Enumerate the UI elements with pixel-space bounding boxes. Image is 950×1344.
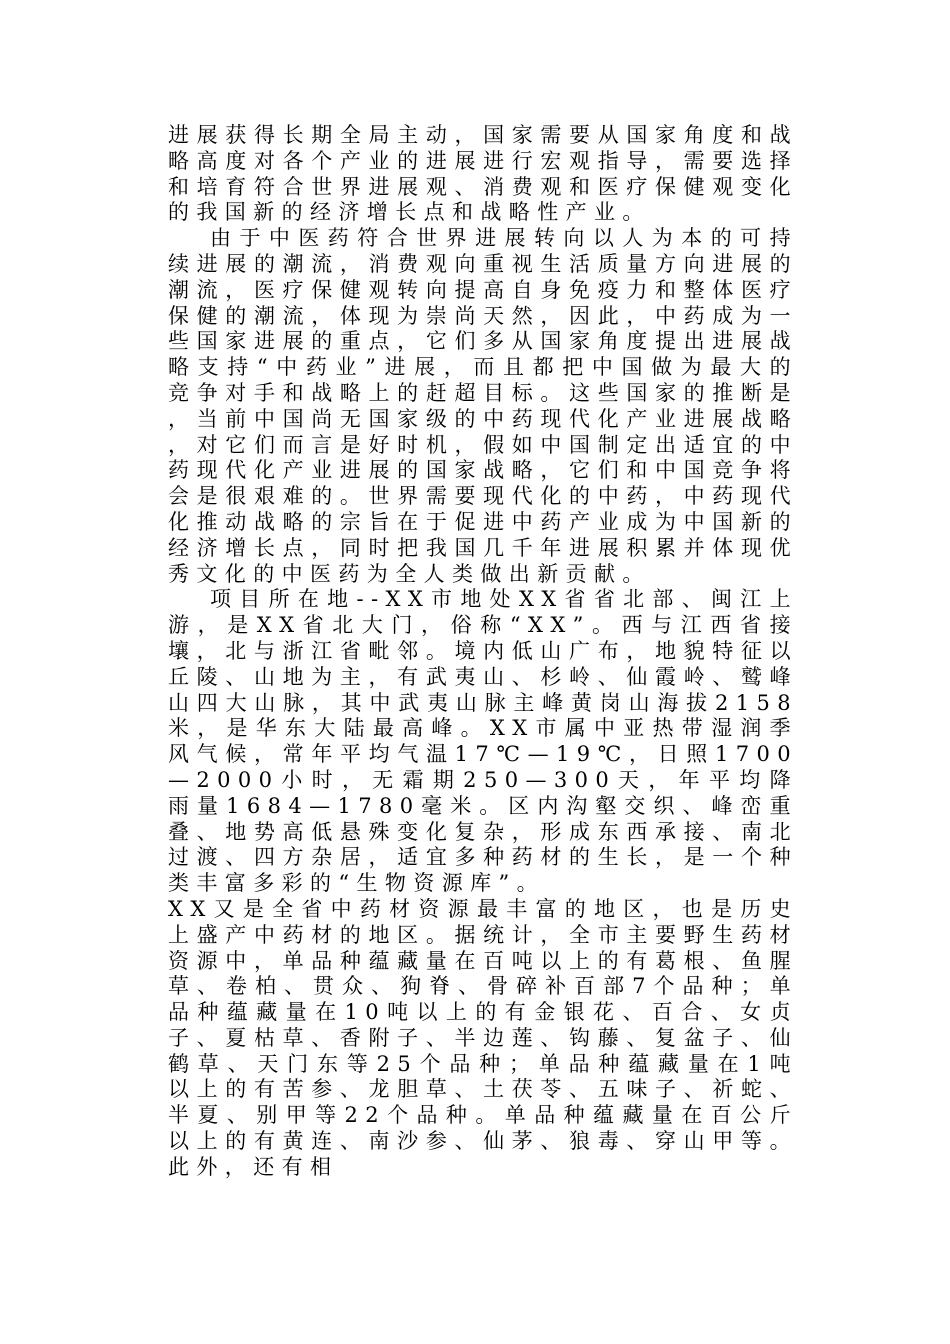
paragraph-4: XX又是全省中药材资源最丰富的地区，也是历史上盛产中药材的地区。据统计，全市主要野生药材资源中，单品种蕴藏量在百吨以上的有葛根、鱼腥草、卷柏、贯众、狗脊、骨碎补百部7个品种；单品种蕴藏量在10吨以上的有金银花、百合、女贞子、夏枯草、香附子、半边莲、钩藤、复盆子、仙鹤草、天门东等25个品种；单品种蕴藏量在1吨以上的有苦参、龙胆草、土茯苓、五味子、祈蛇、半夏、别甲等22个品种。单品种蕴藏量在百公斤以上的有黄连、南沙参、仙茅、狼毒、穿山甲等。此外，还有相 [168, 896, 798, 1179]
document-body [168, 123, 798, 1181]
paragraph-3: 项目所在地--XX市地处XX省省北部、闽江上游，是XX省北大门，俗称“XX”。西与江西省接壤，北与浙江省毗邻。境内低山广布，地貌特征以丘陵、山地为主，有武夷山、杉岭、仙霞岭、鹫峰山四大山脉，其中武夷山脉主峰黄岗山海拔2158米，是华东大陆最高峰。XX市属中亚热带湿润季风气候，常年平均气温17℃—19℃，日照1700—2000小时，无霜期250—300天，年平均降雨量1684—1780毫米。区内沟壑交织、峰峦重叠、地势高低悬殊变化复杂，形成东西承接、南北过渡、四方杂居，适宜多种药材的生长，是一个种类丰富多彩的“生物资源库”。 [168, 587, 798, 896]
paragraph-2: 由于中医药符合世界进展转向以人为本的可持续进展的潮流，消费观向重视生活质量方向进展的潮流，医疗保健观转向提高自身免疫力和整体医疗保健的潮流，体现为崇尚天然，因此，中药成为一些国家进展的重点，它们多从国家角度提出进展战略支持“中药业”进展，而且都把中国做为最大的竞争对手和战略上的赶超目标。这些国家的推断是，当前中国尚无国家级的中药现代化产业进展战略，对它们而言是好时机，假如中国制定出适宜的中药现代化产业进展的国家战略，它们和中国竞争将会是很艰难的。世界需要现代化的中药，中药现代化推动战略的宗旨在于促进中药产业成为中国新的经济增长点，同时把我国几千年进展积累并体现优秀文化的中医药为全人类做出新贡献。 [168, 226, 798, 586]
paragraph-1: 进展获得长期全局主动，国家需要从国家角度和战略高度对各个产业的进展进行宏观指导，需要选择和培育符合世界进展观、消费观和医疗保健观变化的我国新的经济增长点和战略性产业。 [168, 123, 798, 225]
